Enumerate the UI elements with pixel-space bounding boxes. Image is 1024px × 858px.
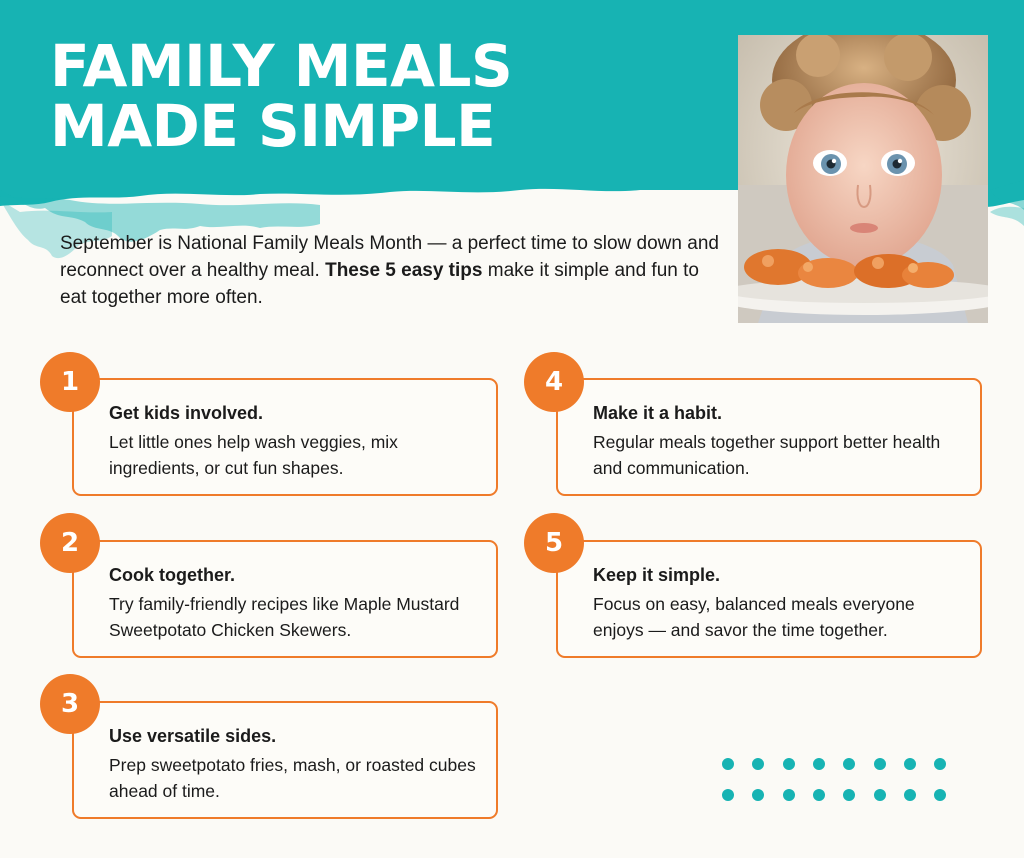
tip-card-4 <box>556 378 982 496</box>
decorative-dot <box>874 789 886 801</box>
decorative-dot <box>934 789 946 801</box>
tip-body: Regular meals together support better health and communication. <box>593 432 941 478</box>
intro-paragraph <box>60 230 730 311</box>
decorative-dot-grid <box>722 758 954 802</box>
decorative-dot <box>813 758 825 770</box>
tip-number-badge: 5 <box>524 513 584 573</box>
tip-body: Focus on easy, balanced meals everyone enjoys — and savor the time together. <box>593 594 915 640</box>
intro-text: September is National Family Meals Month — a perfect time to slow down and reconnect over a healthy meal. <box>60 233 719 281</box>
tip-number-badge: 4 <box>524 352 584 412</box>
tip-title: Use versatile sides. <box>109 726 277 746</box>
decorative-dot <box>752 758 764 770</box>
tip-title: Make it a habit. <box>593 403 723 423</box>
tip-body: Try family-friendly recipes like Maple Mustard Sweetpotato Chicken Skewers. <box>109 594 460 640</box>
decorative-dot <box>934 758 946 770</box>
tip-card-3 <box>72 701 498 819</box>
decorative-dot <box>722 758 734 770</box>
tip-card-5 <box>556 540 982 658</box>
child-eating-photo <box>738 35 988 323</box>
tip-body: Let little ones help wash veggies, mix ingredients, or cut fun shapes. <box>109 432 398 478</box>
tip-number-badge: 2 <box>40 513 100 573</box>
intro-highlight: These 5 easy tips <box>325 260 483 281</box>
intro-text-end: make it simple and fun to eat together more often. <box>60 260 699 308</box>
decorative-dot <box>783 758 795 770</box>
title-line-2: MADE SIMPLE <box>50 92 496 160</box>
tip-body: Prep sweetpotato fries, mash, or roasted cubes ahead of time. <box>109 755 476 801</box>
tip-title: Keep it simple. <box>593 565 721 585</box>
decorative-dot <box>904 758 916 770</box>
decorative-dot <box>843 758 855 770</box>
tip-number-badge: 3 <box>40 674 100 734</box>
decorative-dot <box>843 789 855 801</box>
page-title <box>50 32 513 160</box>
title-line-1: FAMILY MEALS <box>50 32 513 100</box>
decorative-dot <box>874 758 886 770</box>
decorative-dot <box>752 789 764 801</box>
tip-card-1 <box>72 378 498 496</box>
decorative-dot <box>783 789 795 801</box>
decorative-dot <box>904 789 916 801</box>
tip-card-2 <box>72 540 498 658</box>
decorative-dot <box>722 789 734 801</box>
decorative-dot <box>813 789 825 801</box>
tip-number-badge: 1 <box>40 352 100 412</box>
tip-title: Cook together. <box>109 565 236 585</box>
tip-title: Get kids involved. <box>109 403 264 423</box>
